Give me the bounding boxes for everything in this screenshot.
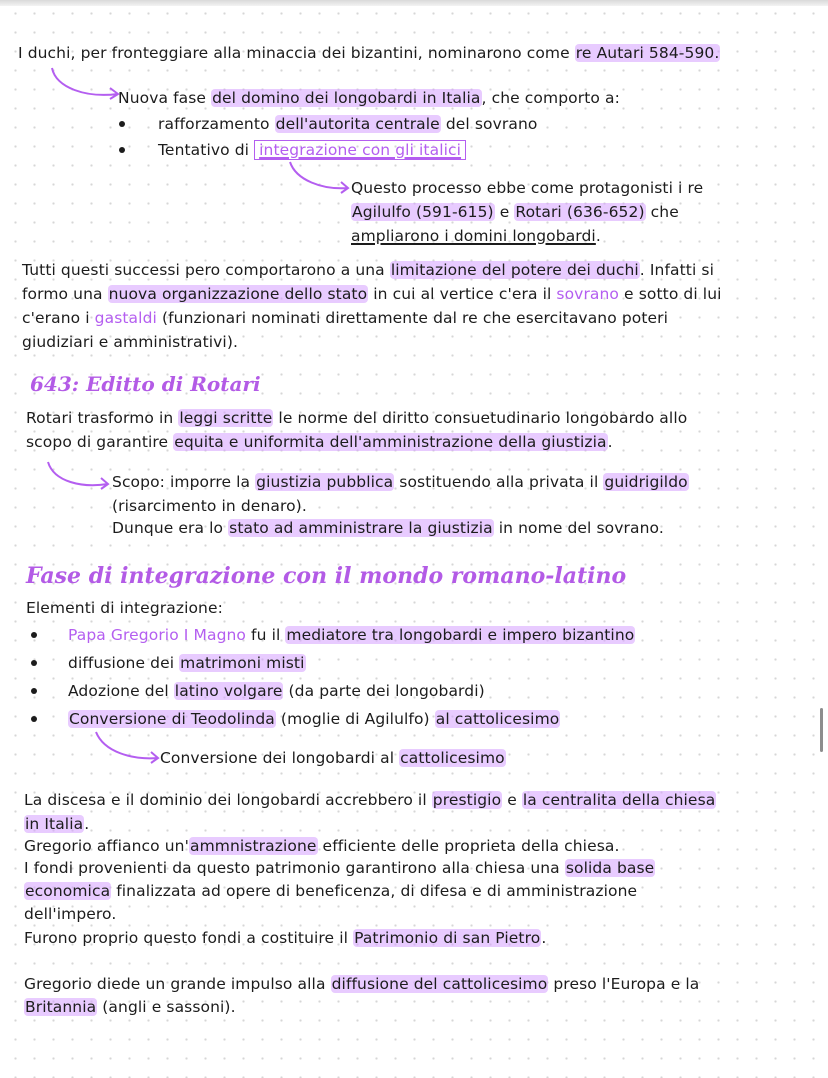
note-line: Scopo: imporre la giustizia pubblica sostituendo alla privata il guidrigildo — [112, 473, 688, 491]
bullet-icon — [119, 147, 125, 153]
section-heading: 643: Editto di Rotari — [30, 372, 261, 396]
note-line: c'erano i gastaldi (funzionari nominati direttamente dal re che esercitavano poteri — [22, 309, 669, 327]
bullet-icon — [31, 688, 37, 694]
note-line: I fondi provenienti da questo patrimonio garantirono alla chiesa una solida base — [24, 859, 655, 877]
note-line: Conversione dei longobardi al cattolicesimo — [160, 749, 505, 767]
section-heading: Fase di integrazione con il mondo romano-latino — [26, 563, 627, 589]
note-line: La discesa e il dominio dei longobardi accrebbero il prestigio e la centralita della chiesa — [24, 791, 716, 809]
note-line: in Italia. — [25, 815, 90, 833]
note-line: formo una nuova organizzazione dello stato in cui al vertice c'era il sovrano e sotto di lui — [22, 285, 722, 303]
note-line: Tutti questi successi pero comportarono a una limitazione del potere dei duchi. Infatti si — [22, 261, 714, 279]
list-item: Conversione di Teodolinda (moglie di Agilulfo) al cattolicesimo — [69, 710, 560, 728]
bullet-icon — [31, 632, 37, 638]
note-line: scopo di garantire equita e uniformita dell'amministrazione della giustizia. — [26, 433, 613, 451]
list-item: rafforzamento dell'autorita centrale del sovrano — [158, 115, 538, 133]
top-bar — [0, 0, 828, 6]
arrow-icon — [46, 66, 126, 106]
note-line: (risarcimento in denaro). — [112, 497, 307, 515]
note-line: Elementi di integrazione: — [26, 599, 223, 617]
list-item: diffusione dei matrimoni misti — [68, 654, 305, 672]
note-line: Nuova fase del domino dei longobardi in Italia, che comporto a: — [118, 89, 620, 107]
note-line: ampliarono i domini longobardi. — [351, 227, 601, 245]
note-line: economica finalizzata ad opere di beneficenza, di difesa e di amministrazione — [25, 882, 638, 900]
bullet-icon — [119, 121, 125, 127]
note-line: giudiziari e amministrativi). — [22, 333, 239, 351]
note-line: Gregorio diede un grande impulso alla diffusione del cattolicesimo preso l'Europa e la — [24, 975, 700, 993]
note-line: I duchi, per fronteggiare alla minaccia dei bizantini, nominarono come re Autari 584-590. — [18, 44, 720, 62]
note-line: Furono proprio questo fondi a costituire il Patrimonio di san Pietro. — [24, 929, 547, 947]
scrollbar[interactable] — [820, 708, 823, 752]
note-line: dell'impero. — [24, 905, 117, 923]
note-line: Dunque era lo stato ad amministrare la giustizia in nome del sovrano. — [112, 519, 664, 537]
note-line: Gregorio affianco un'ammnistrazione efficiente delle proprieta della chiesa. — [24, 837, 620, 855]
list-item: Tentativo di integrazione con gli italici — [158, 139, 466, 161]
note-line: Questo processo ebbe come protagonisti i re — [351, 179, 704, 197]
arrow-icon — [92, 730, 164, 766]
list-item: Adozione del latino volgare (da parte dei longobardi) — [68, 682, 485, 700]
bullet-icon — [31, 660, 37, 666]
bullet-icon — [31, 716, 37, 722]
arrow-icon — [44, 458, 116, 494]
note-line: Britannia (angli e sassoni). — [25, 998, 236, 1016]
note-line: Agilulfo (591-615) e Rotari (636-652) che — [352, 203, 679, 221]
note-line: Rotari trasformo in leggi scritte le norme del diritto consuetudinario longobardo allo — [26, 409, 688, 427]
arrow-icon — [286, 160, 356, 196]
list-item: Papa Gregorio I Magno fu il mediatore tra longobardi e impero bizantino — [68, 626, 635, 644]
